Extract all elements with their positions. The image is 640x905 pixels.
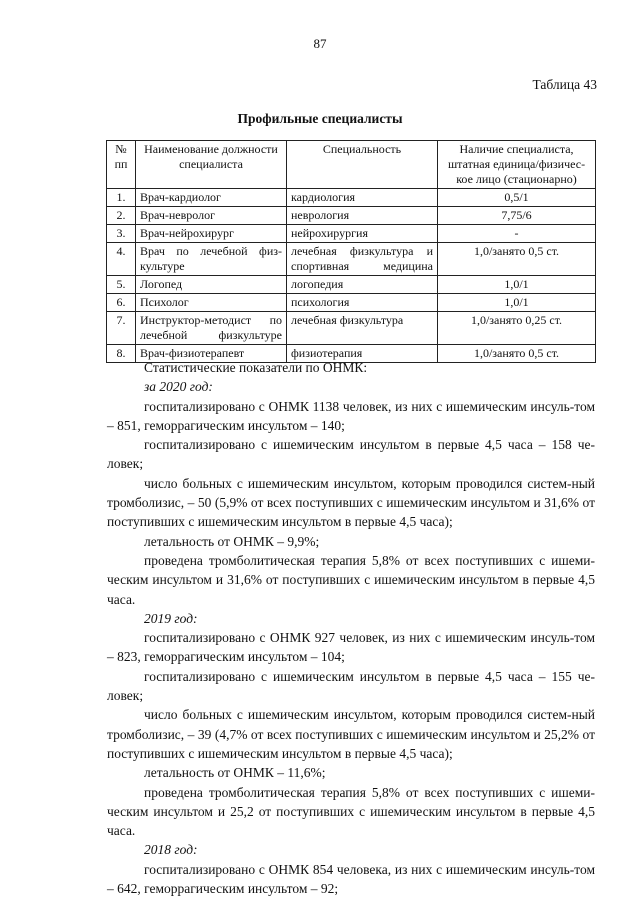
table-row [107, 189, 596, 207]
row-specialty: лечебная физкультура [287, 312, 438, 345]
page-number: 87 [313, 36, 327, 51]
row-num: 4. [107, 243, 136, 276]
row-position: Врач по лечебной физ-культуре [136, 243, 287, 276]
row-availability: 1,0/занято 0,5 ст. [438, 345, 596, 363]
row-availability: 1,0/1 [438, 294, 596, 312]
table-row [107, 243, 596, 276]
table-row [107, 207, 596, 225]
table-row [107, 276, 596, 294]
year-2020-label: за 2020 год: [144, 379, 213, 395]
row-specialty: лечебная физкультура и спортивная медицина [287, 243, 438, 276]
header-num: № пп [107, 141, 136, 189]
paragraph: госпитализировано с ОНМК 854 человека, из них с ишемическим инсуль-том – 642, геморрагическим инсультом – 92; [107, 861, 595, 897]
stroke-statistics-text [107, 358, 595, 898]
table-title: Профильные специалисты [237, 111, 403, 126]
row-specialty: кардиология [287, 189, 438, 207]
row-specialty: логопедия [287, 276, 438, 294]
row-position: Врач-нейрохирург [136, 225, 287, 243]
row-num: 2. [107, 207, 136, 225]
paragraph: госпитализировано с ОНМК 927 человек, из них с ишемическим инсуль-том – 823, геморрагическим инсультом – 104; [107, 630, 595, 665]
table-row [107, 225, 596, 243]
paragraph: госпитализировано с ишемическим инсультом в первые 4,5 часа – 158 че-ловек; [107, 437, 595, 472]
paragraph: госпитализировано с ОНМК 1138 человек, из них с ишемическим инсуль-том – 851, геморрагическим инсультом – 140; [107, 398, 595, 433]
row-availability: 7,75/6 [438, 207, 596, 225]
header-position: Наименование должности специалиста [136, 141, 287, 189]
table-row [107, 312, 596, 345]
specialists-table [106, 140, 596, 363]
stats-intro: Статистические показатели по ОНМК: [144, 360, 368, 375]
paragraph: летальность от ОНМК – 11,6%; [144, 765, 326, 781]
paragraph: число больных с ишемическим инсультом, которым проводился систем-ный тромболизис, – 39 (4,7% от всех поступивших с ишемическим инсультом и 25,2% от поступивших с ишемическим инсультом в первые 4,5 часа); [107, 707, 595, 761]
row-position: Врач-физиотерапевт [136, 345, 287, 363]
row-availability: - [438, 225, 596, 243]
row-num: 8. [107, 345, 136, 363]
row-specialty: психология [287, 294, 438, 312]
row-position: Врач-невролог [136, 207, 287, 225]
paragraph: число больных с ишемическим инсультом, которым проводился систем-ный тромболизис, – 50 (5,9% от всех поступивших с ишемическим инсультом и 31,6% от поступивших с ишемическим инсультом в первые 4,5 часа); [107, 475, 595, 530]
row-specialty: физиотерапия [287, 345, 438, 363]
row-num: 1. [107, 189, 136, 207]
row-position: Логопед [136, 276, 287, 294]
row-num: 7. [107, 312, 136, 345]
row-availability: 1,0/занято 0,5 ст. [438, 243, 596, 276]
row-num: 5. [107, 276, 136, 294]
paragraph: госпитализировано с ишемическим инсультом в первые 4,5 часа – 155 че-ловек; [107, 668, 595, 704]
paragraph: летальность от ОНМК – 9,9%; [144, 533, 320, 549]
row-position: Психолог [136, 294, 287, 312]
table-header-row [107, 141, 596, 189]
row-availability: 0,5/1 [438, 189, 596, 207]
year-2019-label: 2019 год: [144, 610, 198, 626]
paragraph: проведена тромболитическая терапия 5,8% от всех поступивших с ишеми-ческим инсультом и 25,2 от поступивших с ишемическим инсультом в первые 4,5 часа. [107, 784, 595, 839]
year-2018-label: 2018 год: [144, 842, 198, 858]
table-row [107, 294, 596, 312]
row-num: 3. [107, 225, 136, 243]
header-availability: Наличие специалиста, штатная единица/физичес-кое лицо (стационарно) [438, 141, 596, 189]
table-label: Таблица 43 [532, 77, 597, 92]
row-position: Врач-кардиолог [136, 189, 287, 207]
header-specialty: Специальность [287, 141, 438, 189]
row-specialty: нейрохирургия [287, 225, 438, 243]
paragraph: проведена тромболитическая терапия 5,8% от всех поступивших с ишеми-ческим инсультом и 31,6% от поступивших с ишемическим инсультом в первые 4,5 часа. [107, 552, 595, 607]
row-specialty: неврология [287, 207, 438, 225]
row-position: Инструктор-методист по лечебной физкультуре [136, 312, 287, 345]
row-availability: 1,0/занято 0,25 ст. [438, 312, 596, 345]
row-num: 6. [107, 294, 136, 312]
row-availability: 1,0/1 [438, 276, 596, 294]
